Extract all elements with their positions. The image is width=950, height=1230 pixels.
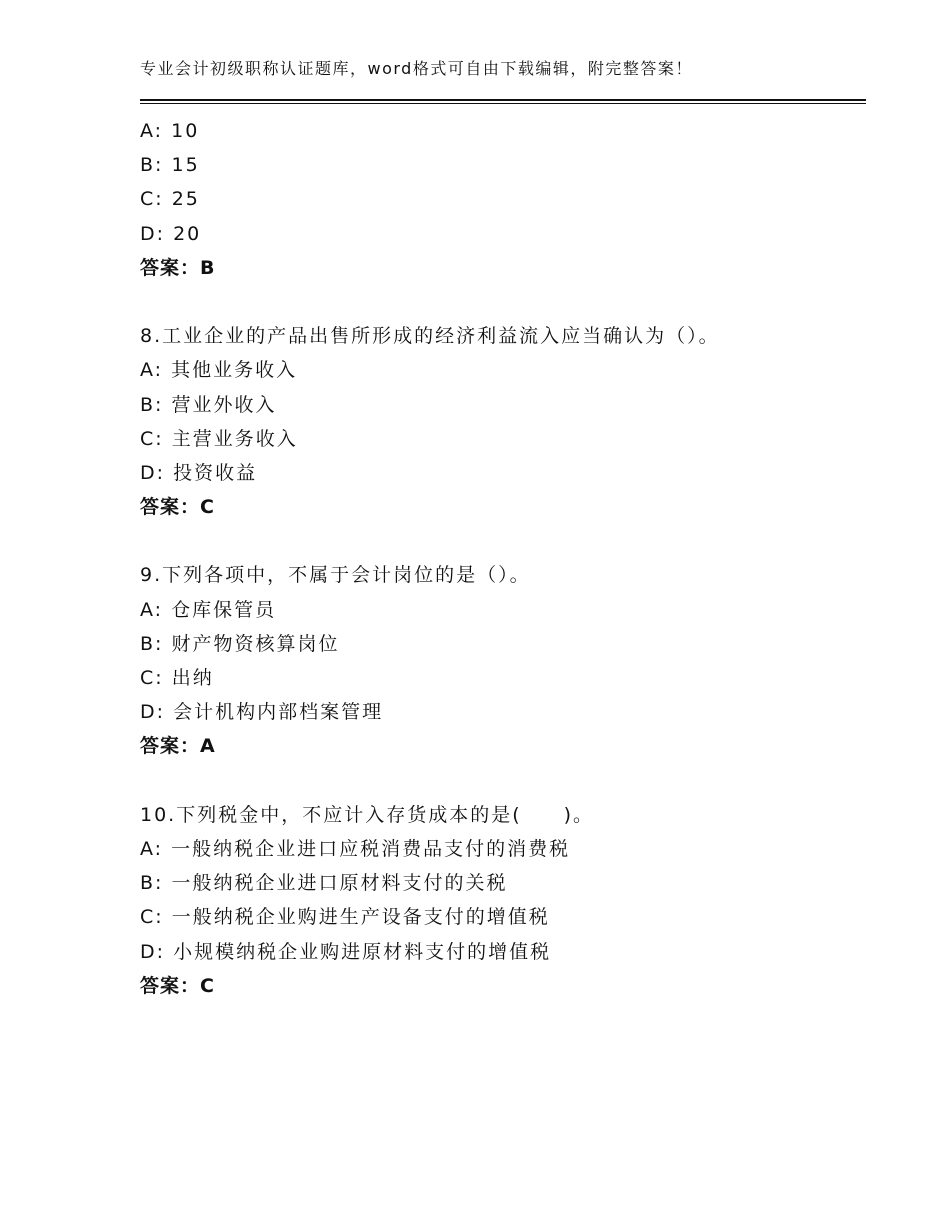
q7-option-a: A: 10 — [140, 120, 200, 142]
q9-answer: 答案：A — [140, 735, 216, 758]
question-7-block — [140, 114, 866, 285]
q10-option-a: A: 一般纳税企业进口应税消费品支付的消费税 — [140, 837, 571, 860]
q9-option-c: C: 出纳 — [140, 667, 214, 689]
q10-option-d: D: 小规模纳税企业购进原材料支付的增值税 — [140, 940, 552, 963]
q7-answer: 答案：B — [140, 256, 216, 279]
q9-option-a: A: 仓库保管员 — [140, 598, 277, 621]
q10-question: 10.下列税金中，不应计入存货成本的是( )。 — [140, 803, 595, 826]
header-rule-thick — [140, 99, 866, 101]
spacer — [140, 285, 866, 319]
q10-answer: 答案：C — [140, 974, 215, 997]
page-header: 专业会计初级职称认证题库，word格式可自由下载编辑，附完整答案！ — [140, 59, 693, 78]
q10-option-c: C: 一般纳税企业购进生产设备支付的增值税 — [140, 906, 550, 929]
question-8-block — [140, 319, 866, 524]
question-10-block — [140, 798, 866, 1003]
q8-question: 8.工业企业的产品出售所形成的经济利益流入应当确认为（）。 — [140, 325, 720, 348]
q10-option-b: B: 一般纳税企业进口原材料支付的关税 — [140, 872, 508, 895]
q9-option-b: B: 财产物资核算岗位 — [140, 632, 340, 655]
q8-answer: 答案：C — [140, 496, 215, 519]
question-9-block — [140, 558, 866, 763]
q7-option-c: C: 25 — [140, 188, 200, 211]
q7-option-b: B: 15 — [140, 154, 200, 177]
question-content — [140, 114, 866, 1003]
spacer — [140, 524, 866, 558]
q9-question: 9.下列各项中，不属于会计岗位的是（）。 — [140, 564, 531, 587]
q8-option-c: C: 主营业务收入 — [140, 427, 298, 450]
header-rule-thin — [140, 103, 866, 104]
q8-option-a: A: 其他业务收入 — [140, 359, 298, 382]
q7-option-d: D: 20 — [140, 222, 202, 245]
q9-option-d: D: 会计机构内部档案管理 — [140, 701, 384, 724]
spacer — [140, 764, 866, 798]
q8-option-d: D: 投资收益 — [140, 461, 258, 484]
q8-option-b: B: 营业外收入 — [140, 393, 277, 416]
